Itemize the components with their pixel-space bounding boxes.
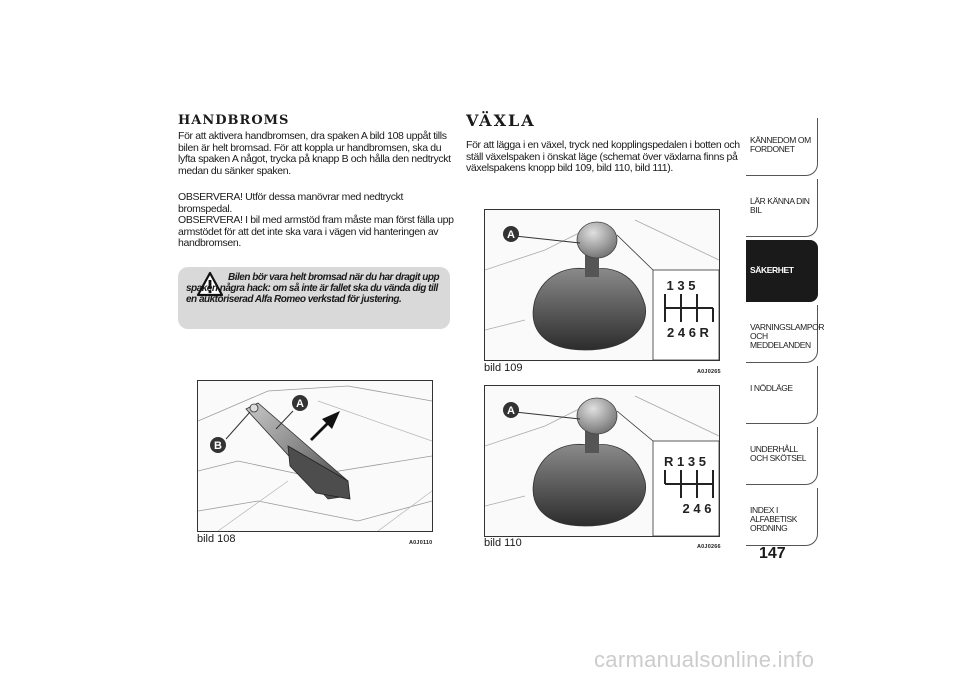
gear-pattern-top: 1 3 5: [666, 278, 696, 293]
figure-caption: bild 108: [197, 533, 236, 545]
label-a-badge: [292, 395, 308, 411]
tab-kannedom-om-fordonet[interactable]: [746, 118, 818, 176]
gear-lever-illustration: [485, 386, 719, 536]
tab-label: INDEX I ALFABETISK ORDNING: [750, 505, 798, 533]
section-title-vaxla: VÄXLA: [466, 111, 536, 130]
tab-label: VARNINGSLAMPOR OCH MEDDELANDEN: [750, 322, 825, 350]
label-a-badge: [503, 402, 519, 418]
figure-code: A0J0266: [697, 544, 721, 550]
tab-varningslampor[interactable]: [746, 305, 825, 363]
label-b-badge: [210, 437, 226, 453]
section-title-handbroms: HANDBROMS: [178, 113, 290, 128]
page-number: 147: [759, 545, 786, 562]
svg-text:B: B: [214, 440, 222, 452]
vaxla-paragraph: För att lägga i en växel, tryck ned kopplingspedalen i botten och ställ växelspaken i önskat läge (schemat över växlarna finns på växelspakens knopp bild 109, bild 110, bild 111).: [466, 139, 740, 174]
svg-text:A: A: [507, 229, 515, 241]
handbroms-paragraph-1: För att aktivera handbromsen, dra spaken A bild 108 uppåt tills bilen är helt bromsad. För att koppla ur handbromsen, ska du lyfta spaken A något, trycka på knapp B och hålla den nedtryckt medan du sänker spaken.: [178, 130, 451, 177]
gear-pattern-top: R 1 3 5: [664, 454, 706, 469]
gear-pattern-bottom: 2 4 6: [682, 501, 712, 516]
tab-label: UNDERHÅLL OCH SKÖTSEL: [750, 444, 807, 463]
figure-caption: bild 109: [484, 362, 523, 374]
warning-text: Bilen bör vara helt bromsad när du har dragit upp spaken några hack: om så inte är fallet ska du vända dig till en auktoriserad Alfa Romeo verkstad för justering.: [186, 272, 440, 305]
tab-lar-kanna-din-bil[interactable]: [746, 179, 818, 237]
figure-gear-lever-5-speed: [484, 385, 720, 537]
warning-box: [178, 267, 450, 329]
figure-gear-lever-6-speed: [484, 209, 720, 361]
watermark: carmanualsonline.info: [594, 647, 815, 672]
tab-label: LÄR KÄNNA DIN BIL: [750, 196, 810, 215]
tab-label: I NÖDLÄGE: [750, 383, 793, 393]
figure-caption: bild 110: [484, 537, 522, 549]
label-a-badge: [503, 226, 519, 242]
svg-text:A: A: [296, 398, 304, 410]
handbrake-illustration: [198, 381, 432, 531]
svg-text:A: A: [507, 405, 515, 417]
direction-arrow-icon: [310, 411, 340, 441]
gear-lever-illustration: [485, 210, 719, 360]
tab-index[interactable]: [746, 488, 818, 546]
tab-label: SÄKERHET: [750, 265, 794, 275]
handbroms-paragraph-3: OBSERVERA! I bil med armstöd fram måste man först fälla upp armstödet för att det inte ska vara i vägen vid hanteringen av handbromsen.: [178, 214, 454, 249]
tab-sakerhet[interactable]: [746, 240, 818, 302]
figure-code: A0J0265: [697, 369, 721, 375]
figure-code: A0J0110: [409, 540, 433, 546]
tab-i-nodlage[interactable]: [746, 366, 818, 424]
figure-handbrake-lever: [197, 380, 433, 532]
tab-underhall-och-skotsel[interactable]: [746, 427, 818, 485]
handbroms-paragraph-2: OBSERVERA! Utför dessa manövrar med nedtryckt bromspedal.: [178, 191, 404, 215]
gear-pattern-bottom: 2 4 6 R: [667, 325, 709, 340]
tab-label: KÄNNEDOM OM FORDONET: [750, 135, 811, 154]
